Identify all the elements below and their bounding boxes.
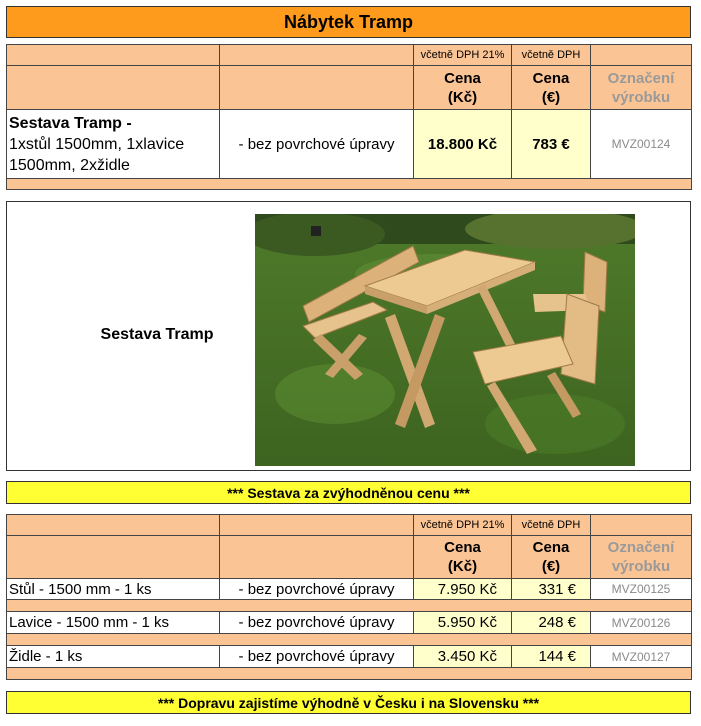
header-vat-21: včetně DPH 21% bbox=[414, 45, 512, 66]
table-row bbox=[7, 579, 692, 600]
product-table-items bbox=[6, 514, 692, 680]
price-eur: 144 € bbox=[512, 646, 591, 668]
price-czk: 3.450 Kč bbox=[414, 646, 512, 668]
table-row bbox=[7, 110, 692, 179]
header-price-eur: Cena (€) bbox=[512, 66, 591, 110]
price-czk: 7.950 Kč bbox=[414, 579, 512, 600]
item-finish: - bez povrchové úpravy bbox=[220, 612, 414, 634]
header-price-czk: Cena (Kč) bbox=[414, 66, 512, 110]
item-finish: - bez povrchové úpravy bbox=[220, 646, 414, 668]
header-vat: včetně DPH bbox=[512, 45, 591, 66]
price-czk: 18.800 Kč bbox=[414, 110, 512, 179]
shipping-banner: *** Dopravu zajistíme výhodně v Česku i na Slovensku *** bbox=[6, 691, 691, 714]
header-empty bbox=[591, 45, 692, 66]
price-eur: 248 € bbox=[512, 612, 591, 634]
promo-banner-set: *** Sestava za zvýhodněnou cenu *** bbox=[6, 481, 691, 504]
header-product-code: Označení výrobku bbox=[591, 536, 692, 579]
product-code: MVZ00125 bbox=[591, 579, 692, 600]
item-finish: - bez povrchové úpravy bbox=[220, 579, 414, 600]
table-row bbox=[7, 646, 692, 668]
product-finish: - bez povrchové úpravy bbox=[220, 110, 414, 179]
price-eur: 783 € bbox=[512, 110, 591, 179]
header-vat: včetně DPH bbox=[512, 515, 591, 536]
table-row bbox=[7, 612, 692, 634]
page-title: Nábytek Tramp bbox=[6, 6, 691, 38]
header-price-eur: Cena (€) bbox=[512, 536, 591, 579]
price-czk: 5.950 Kč bbox=[414, 612, 512, 634]
item-name: Židle - 1 ks bbox=[7, 646, 220, 668]
header-empty bbox=[7, 45, 220, 66]
product-table-set bbox=[6, 44, 692, 190]
product-name: Sestava Tramp - 1xstůl 1500mm, 1xlavice 1500mm, 2xžidle bbox=[7, 110, 220, 179]
header-vat-21: včetně DPH 21% bbox=[414, 515, 512, 536]
header-price-czk: Cena (Kč) bbox=[414, 536, 512, 579]
showcase-panel bbox=[6, 201, 691, 471]
item-name: Stůl - 1500 mm - 1 ks bbox=[7, 579, 220, 600]
price-eur: 331 € bbox=[512, 579, 591, 600]
product-code: MVZ00126 bbox=[591, 612, 692, 634]
product-code: MVZ00124 bbox=[591, 110, 692, 179]
item-name: Lavice - 1500 mm - 1 ks bbox=[7, 612, 220, 634]
garden-furniture-photo[interactable] bbox=[255, 214, 635, 466]
header-product-code: Označení výrobku bbox=[591, 66, 692, 110]
showcase-label: Sestava Tramp bbox=[100, 326, 214, 343]
product-code: MVZ00127 bbox=[591, 646, 692, 668]
header-empty bbox=[220, 45, 414, 66]
